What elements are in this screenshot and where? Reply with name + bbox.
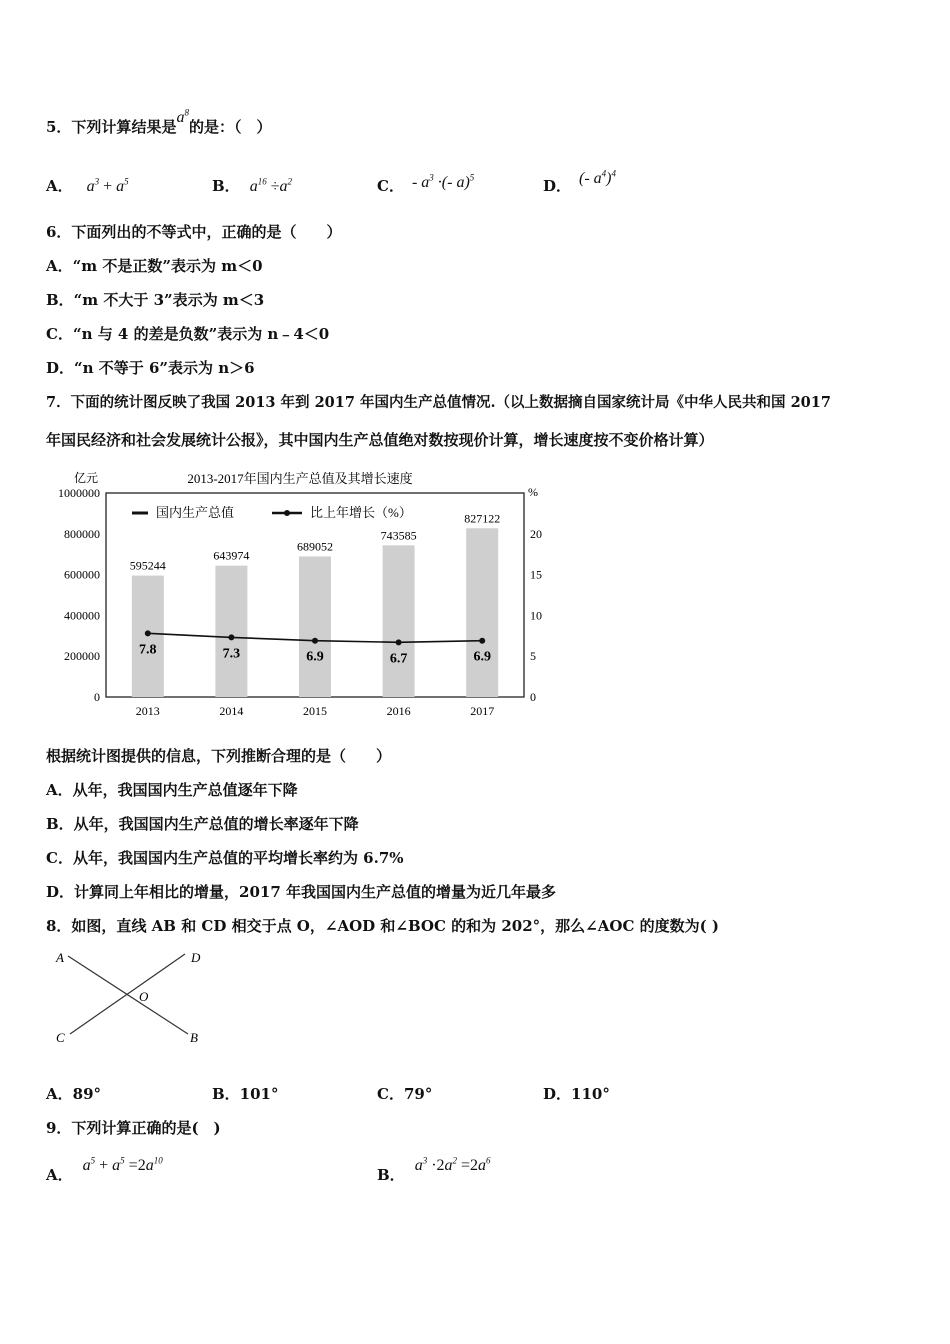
label-b: B <box>190 1030 198 1045</box>
gdp-bar <box>215 566 247 697</box>
gdp-bar-label: 595244 <box>129 558 166 573</box>
y2-axis-label: % <box>528 485 538 499</box>
q7-stem-line1: 7．下面的统计图反映了我国 2013 年到 2017 年国内生产总值情况.（以上数据摘自国家统计局《中华人民共和国 2017 <box>46 394 831 411</box>
growth-point <box>228 634 234 640</box>
y-tick-label: 400000 <box>64 608 100 623</box>
gdp-chart <box>40 463 560 723</box>
q5-option-c[interactable]: C． - $a^3$ ·(- a)$^5$ <box>377 172 475 195</box>
label-d: D <box>191 950 201 965</box>
chart-title: 2013-2017年国内生产总值及其增长速度 <box>187 471 413 486</box>
bar-series <box>129 528 498 697</box>
q8-option-a[interactable]: A．89° <box>46 1085 102 1103</box>
gdp-bar <box>299 556 331 697</box>
q5-option-a[interactable]: A． $a^3 + a^5$ <box>46 176 129 195</box>
growth-value-label: 6.9 <box>306 649 324 665</box>
gdp-bar-label: 689052 <box>297 539 333 554</box>
q7-option-c[interactable]: C．从年，我国国内生产总值的平均增长率约为 6.7% <box>46 849 404 867</box>
y2-axis-ticks <box>530 527 542 704</box>
q6-option-c[interactable]: C．“n 与 4 的差是负数”表示为 n﹣4＜0 <box>46 325 330 343</box>
x-tick-label: 2013 <box>135 704 160 718</box>
gdp-bar <box>466 528 498 697</box>
y-tick-label: 600000 <box>64 567 100 582</box>
q6-option-d[interactable]: D．“n 不等于 6”表示为 n＞6 <box>46 359 255 377</box>
gdp-bar-label: 643974 <box>213 548 250 563</box>
x-tick-label: 2016 <box>386 704 411 718</box>
label-o: O <box>139 989 149 1004</box>
intersecting-lines-figure <box>50 944 210 1052</box>
growth-point <box>396 639 402 645</box>
y-tick-label: 200000 <box>64 649 100 664</box>
x-tick-label: 2017 <box>470 704 495 718</box>
q7-option-d[interactable]: D．计算同上年相比的增量，2017 年我国国内生产总值的增量为近几年最多 <box>46 883 556 901</box>
x-axis-labels <box>136 704 494 718</box>
growth-value-label: 6.9 <box>473 649 491 665</box>
q7-stem-line2: 年国民经济和社会发展统计公报》，其中国内生产总值绝对数按现价计算，增长速度按不变价格计算） <box>46 431 714 449</box>
legend-line-marker <box>284 510 290 516</box>
label-a: A <box>56 950 64 965</box>
line-cd <box>70 954 185 1034</box>
q9-option-a[interactable]: A．$a^5 + a^5 =2a^{10}$ <box>46 1155 163 1184</box>
q9-stem: 9．下列计算正确的是( ) <box>46 1119 221 1137</box>
q8-option-c[interactable]: C．79° <box>377 1085 433 1103</box>
q5-option-b[interactable]: B． $a^{16} \div a^2$ <box>212 176 292 195</box>
gdp-bar-label: 827122 <box>464 511 501 526</box>
q5-option-d[interactable]: D． (- $a^4)^4$ <box>543 168 616 195</box>
growth-value-label: 7.3 <box>222 646 241 662</box>
q6-option-a[interactable]: A．“m 不是正数”表示为 m＜0 <box>46 257 263 275</box>
growth-value-label: 6.7 <box>389 651 408 667</box>
x-tick-label: 2015 <box>303 704 327 718</box>
y-tick-label: 1000000 <box>58 486 100 500</box>
y2-tick-label: 10 <box>530 608 542 623</box>
y2-tick-label: 20 <box>530 526 542 541</box>
x-tick-label: 2014 <box>219 704 244 718</box>
q7-option-b[interactable]: B．从年，我国国内生产总值的增长率逐年下降 <box>46 815 359 833</box>
gdp-bar <box>383 545 415 697</box>
y-tick-label: 0 <box>94 690 100 704</box>
q6-stem: 6．下面列出的不等式中，正确的是（ ） <box>46 223 342 241</box>
chart-legend <box>132 505 412 520</box>
q8-stem: 8．如图，直线 AB 和 CD 相交于点 O，∠AOD 和∠BOC 的和为 202°，那么∠AOC 的度数为( ) <box>46 917 720 935</box>
q8-option-d[interactable]: D．110° <box>543 1085 610 1103</box>
label-c: C <box>56 1030 65 1045</box>
q5-target-power: $a^8$ <box>176 107 189 126</box>
y-tick-label: 800000 <box>64 526 100 541</box>
q5-stem: 5．下列计算结果是$a^8$的是：（ ） <box>46 107 272 136</box>
growth-point <box>145 630 151 636</box>
legend-bar-label: 国内生产总值 <box>156 505 235 520</box>
q8-option-b[interactable]: B．101° <box>212 1085 279 1103</box>
growth-value-label: 7.8 <box>139 642 157 658</box>
legend-line-label: 比上年增长（%） <box>310 505 412 520</box>
q7-question: 根据统计图提供的信息，下列推断合理的是（ ） <box>46 747 392 765</box>
y2-tick-label: 0 <box>530 690 536 704</box>
gdp-bar-label: 743585 <box>380 528 417 543</box>
y-axis-ticks <box>58 486 100 704</box>
growth-point <box>479 638 485 644</box>
q6-option-b[interactable]: B．“m 不大于 3”表示为 m＜3 <box>46 291 265 309</box>
y2-tick-label: 15 <box>530 567 542 582</box>
y2-tick-label: 5 <box>530 649 536 664</box>
q9-option-b[interactable]: B．$a^3 \cdot 2a^2 =2a^6$ <box>377 1155 491 1184</box>
growth-point <box>312 638 318 644</box>
y-axis-label: 亿元 <box>74 471 99 485</box>
q7-option-a[interactable]: A．从年，我国国内生产总值逐年下降 <box>46 781 298 799</box>
